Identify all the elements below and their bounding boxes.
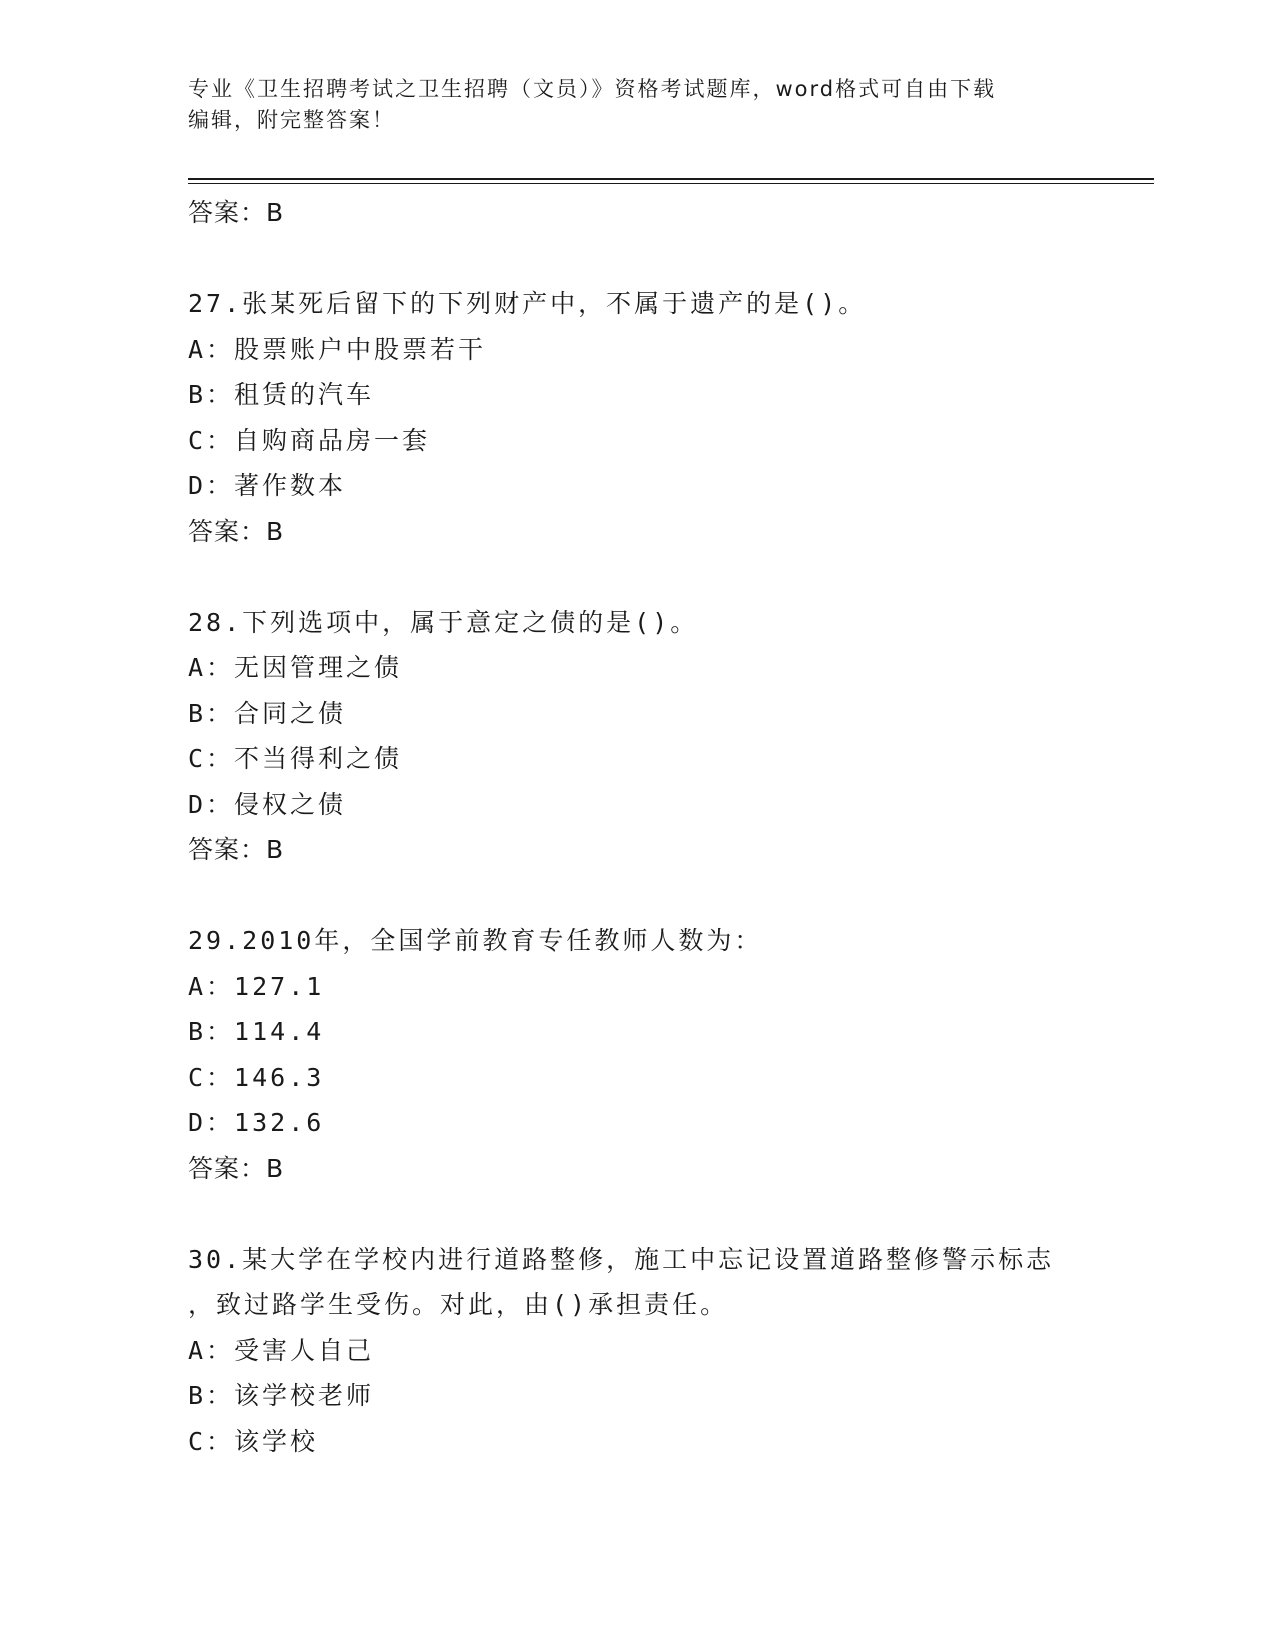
question-text: 27.张某死后留下的下列财产中，不属于遗产的是()。 <box>188 289 867 318</box>
option-c: C：不当得利之债 <box>188 744 403 773</box>
header-line-2: 编辑，附完整答案！ <box>188 108 395 132</box>
option-a: A：股票账户中股票若干 <box>188 334 487 364</box>
spacer <box>188 1191 1088 1237</box>
option-b: B：合同之债 <box>188 698 347 728</box>
option-b: B：该学校老师 <box>188 1381 375 1410</box>
option-c: C：自购商品房一套 <box>188 425 431 455</box>
option-d: D：132.6 <box>188 1108 325 1137</box>
option-c: C：146.3 <box>188 1062 325 1092</box>
option-b: B：114.4 <box>188 1017 325 1046</box>
spacer <box>188 554 1088 600</box>
document-header <box>188 74 1088 136</box>
answer-line: 答案：B <box>188 835 285 864</box>
answer-line: 答案：B <box>188 198 285 227</box>
answer-line: 答案：B <box>188 1153 285 1183</box>
question-text: 29.2010年，全国学前教育专任教师人数为： <box>188 926 763 955</box>
question-27 <box>188 281 1088 554</box>
spacer <box>188 873 1088 919</box>
header-rule-thick <box>188 178 1154 180</box>
option-d: D：著作数本 <box>188 471 347 500</box>
answer-line: 答案：B <box>188 516 285 546</box>
question-text-line-1: 30.某大学在学校内进行道路整修，施工中忘记设置道路整修警示标志 <box>188 1244 1055 1274</box>
question-text-line-2: ，致过路学生受伤。对此，由()承担责任。 <box>188 1290 729 1319</box>
header-rule-thin <box>188 183 1154 184</box>
question-text: 28.下列选项中，属于意定之债的是()。 <box>188 607 699 637</box>
question-29 <box>188 918 1088 1191</box>
option-a: A：受害人自己 <box>188 1335 375 1365</box>
document-body <box>188 190 1088 1464</box>
option-c: C：该学校 <box>188 1426 319 1456</box>
option-a: A：127.1 <box>188 971 325 1001</box>
option-d: D：侵权之债 <box>188 789 347 819</box>
question-28 <box>188 600 1088 873</box>
option-a: A：无因管理之债 <box>188 653 403 682</box>
header-line-1: 专业《卫生招聘考试之卫生招聘（文员）》资格考试题库，word格式可自由下载 <box>188 77 997 101</box>
option-b: B：租赁的汽车 <box>188 380 375 409</box>
spacer <box>188 236 1088 282</box>
question-30 <box>188 1237 1088 1465</box>
